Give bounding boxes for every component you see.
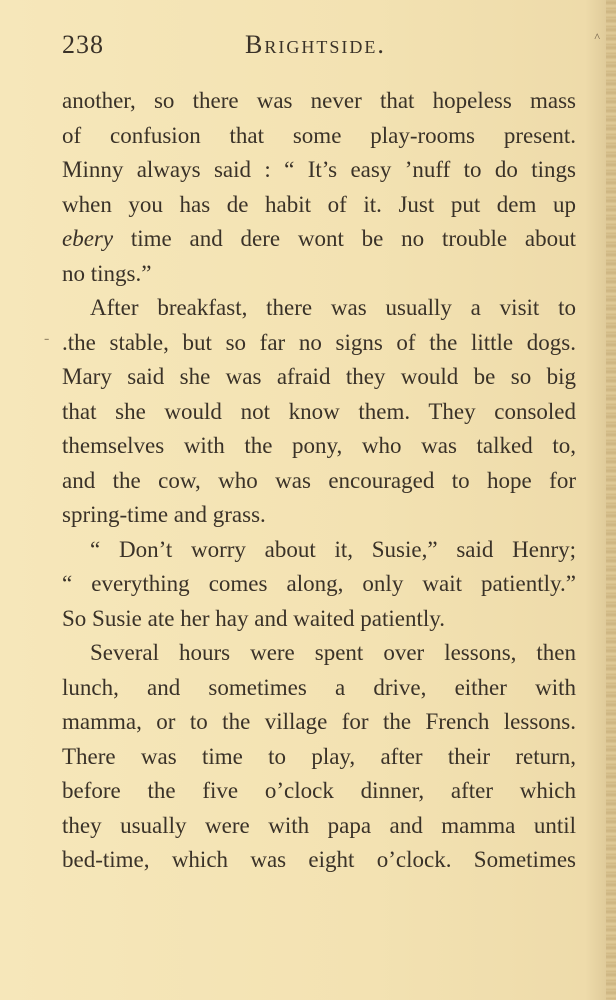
text-line — [62, 188, 576, 223]
body-text — [62, 84, 576, 878]
text-line — [62, 740, 576, 775]
text-line — [62, 257, 576, 292]
text-line — [62, 498, 576, 533]
text-line — [62, 153, 576, 188]
text-line — [62, 705, 576, 740]
line-text: .the stable, but so far no signs of the little dogs. — [62, 329, 576, 355]
line-text: another, so there was never that hopeless mass — [62, 88, 576, 113]
text-line — [62, 774, 576, 809]
line-text: they usually were with papa and mamma until — [62, 812, 576, 838]
italic-word: ebery — [62, 226, 114, 251]
text-line — [62, 395, 576, 430]
line-text: no tings.” — [62, 260, 152, 286]
text-line — [62, 222, 576, 257]
line-text: There was time to play, after their return, — [62, 743, 576, 769]
line-text: time and dere wont be no trouble about — [113, 226, 576, 251]
text-line — [62, 809, 576, 844]
page-number: 238 — [62, 30, 104, 59]
line-text: before the five o’clock dinner, after which — [62, 778, 576, 803]
text-line — [62, 843, 576, 878]
text-line — [62, 326, 576, 361]
text-line — [62, 567, 576, 602]
text-line — [62, 119, 576, 154]
line-text: “ Don’t worry about it, Susie,” said Henry; — [90, 536, 576, 562]
page-header — [62, 30, 576, 66]
text-line — [62, 533, 576, 568]
line-text: So Susie ate her hay and waited patiently. — [62, 605, 446, 631]
text-line — [62, 464, 576, 499]
line-text: and the cow, who was encouraged to hope for — [62, 467, 576, 493]
text-line — [62, 429, 576, 464]
text-line — [62, 291, 576, 326]
line-text: lunch, and sometimes a drive, either with — [62, 674, 576, 700]
line-text: of confusion that some play-rooms present. — [62, 122, 576, 148]
page-edge — [606, 0, 616, 1000]
line-text: when you has de habit of it. Just put dem up — [62, 191, 576, 217]
line-text: that she would not know them. They consoled — [62, 398, 576, 424]
line-text: “ everything comes along, only wait patiently.” — [62, 571, 576, 596]
text-line — [62, 671, 576, 706]
line-text: themselves with the pony, who was talked to, — [62, 433, 576, 458]
line-text: bed-time, which was eight o’clock. Sometimes — [62, 847, 576, 872]
text-line — [62, 602, 576, 637]
line-text: spring-time and grass. — [62, 502, 266, 527]
text-line — [62, 84, 576, 119]
line-text: Mary said she was afraid they would be so big — [62, 364, 576, 389]
line-text: Several hours were spent over lessons, then — [90, 640, 576, 665]
line-text: After breakfast, there was usually a visit to — [90, 295, 576, 320]
corner-mark: ^ — [594, 30, 600, 44]
line-text: Minny always said : “ It’s easy ’nuff to do tings — [62, 157, 576, 182]
text-line — [62, 360, 576, 395]
running-head: Brightside. — [245, 30, 386, 59]
text-line — [62, 636, 576, 671]
margin-mark: - — [44, 330, 50, 347]
line-text: mamma, or to the village for the French lessons. — [62, 709, 576, 734]
